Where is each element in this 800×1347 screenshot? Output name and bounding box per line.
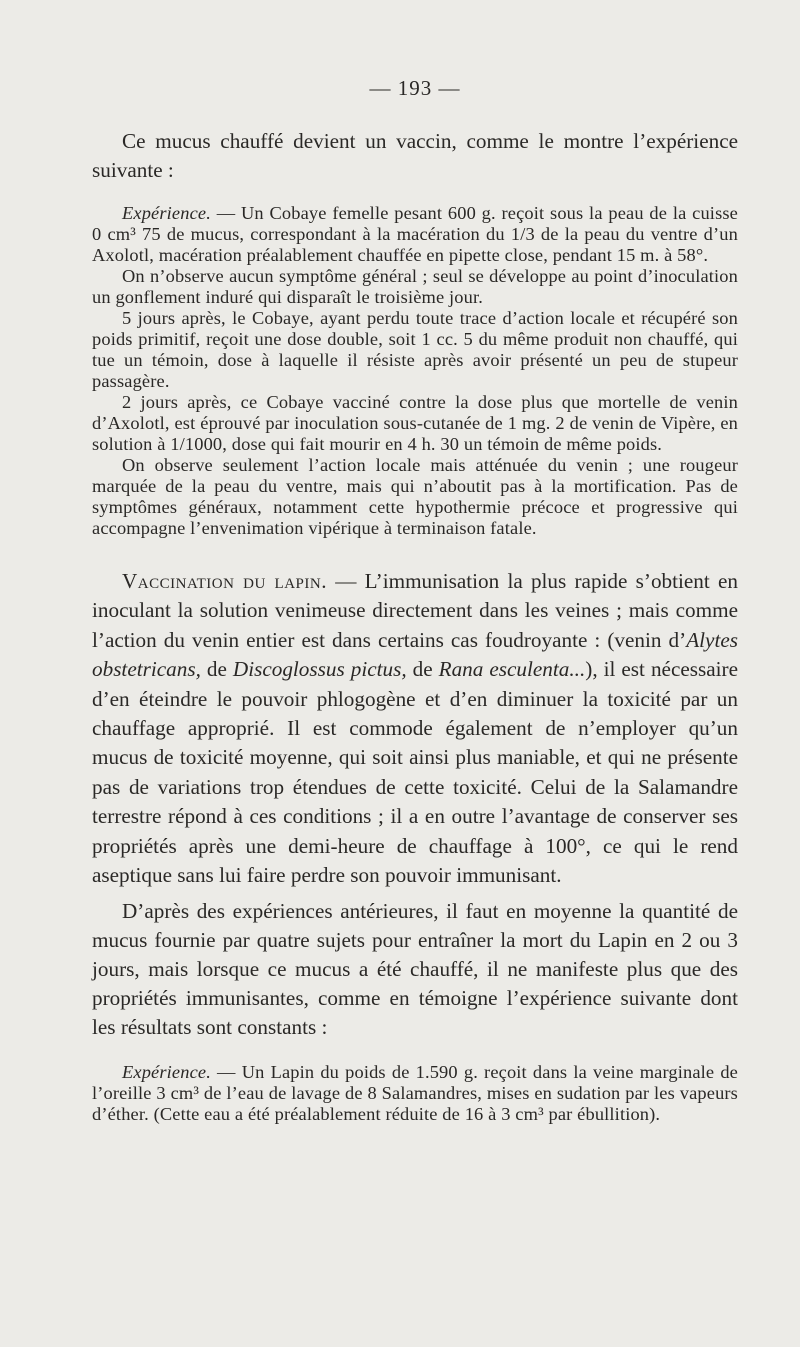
experiment-2 (92, 1062, 738, 1125)
experiment-1-text-1: — Un Cobaye femelle pesant 600 g. reçoit sous la peau de la cuisse 0 cm³ 75 de mucus, correspondant à la macération du 1/3 de la peau du ventre d’un Axolotl, macération préalablement chauffée en pipette close, pendant 15 m. à 58°. (92, 203, 738, 265)
section-title: Vaccination du lapin. (122, 569, 328, 593)
species-alytes: Alytes obstetricans, (92, 627, 738, 682)
experiment-1-paragraph-2: On n’observe aucun symptôme général ; seul se développe au point d’inoculation un gonflement induré qui disparaît le troisième jour. (92, 266, 738, 307)
section-text-a: — L’immunisation la plus rapide s’obtient en inoculant la solution venimeuse directement dans les veines ; mais comme l’action du venin entier est dans certains cas foudroyante : (venin d’ (92, 569, 738, 652)
intro-paragraph: Ce mucus chauffé devient un vaccin, comme le montre l’expérience suivante : (92, 129, 738, 182)
section-paragraph-1 (92, 567, 738, 890)
page-number: — 193 — (369, 76, 461, 100)
experiment-2-text-1: — Un Lapin du poids de 1.590 g. reçoit dans la veine marginale de l’oreille 3 cm³ de l’eau de lavage de 8 Salamandres, mises en sudation par les vapeurs d’éther. (Cette eau a été préalablement réduite de 16 à 3 cm³ par ébullition). (92, 1062, 738, 1125)
experiment-2-heading: Expérience. (122, 1062, 211, 1083)
experiment-1-heading: Expérience. (122, 203, 211, 223)
section-text-c: de (406, 657, 439, 682)
experiment-1-paragraph-5: On observe seulement l’action locale mais atténuée du venin ; une rougeur marquée de la peau du ventre, mais qui n’aboutit pas à la mortification. Pas de symptômes généraux, notamment cette hypothermie précoce et progressive qui accompagne l’envenimation vipérique à terminaison fatale. (92, 455, 738, 538)
section-paragraph-2: D’après des expériences antérieures, il faut en moyenne la quantité de mucus fournie par quatre sujets pour entraîner la mort du Lapin en 2 ou 3 jours, mais lorsque ce mucus a été chauffé, il ne manifeste plus que des propriétés immunisantes, comme en témoigne l’expérience suivante dont les résultats sont constants : (92, 899, 738, 1040)
species-rana: Rana esculenta... (438, 657, 586, 682)
experiment-1 (92, 203, 738, 539)
experiment-1-paragraph-4: 2 jours après, ce Cobaye vacciné contre la dose plus que mortelle de venin d’Axolotl, est éprouvé par inoculation sous-cutanée de 1 mg. 2 de venin de Vipère, en solution à 1/1000, dose qui fait mourir en 4 h. 30 un témoin de même poids. (92, 392, 738, 454)
section-text-b: de (200, 657, 233, 682)
experiment-1-paragraph-3: 5 jours après, le Cobaye, ayant perdu toute trace d’action locale et récupéré son poids primitif, reçoit une dose double, soit 1 cc. 5 du même produit non chauffé, qui tue un témoin, dose à laquelle il résiste après avoir présenté un peu de stupeur passagère. (92, 308, 738, 391)
section-text-d: ), il est nécessaire d’en éteindre le pouvoir phlogogène et d’en diminuer la toxicité par un chauffage approprié. Il est commode également de n’employer qu’un mucus de toxicité moyenne, qui soit ainsi plus maniable, et qui ne présente pas de variations trop étendues de cette toxicité. Celui de la Salamandre terrestre répond à ces conditions ; il a en outre l’avantage de conserver ses propriétés après une demi-heure de chauffage à 100°, ce qui le rend aseptique sans lui faire perdre son pouvoir immunisant. (92, 657, 738, 888)
species-discoglossus: Discoglossus pictus, (232, 657, 407, 682)
experiment-2-paragraph-1 (92, 1062, 738, 1125)
experiment-1-paragraph-1 (92, 203, 738, 266)
